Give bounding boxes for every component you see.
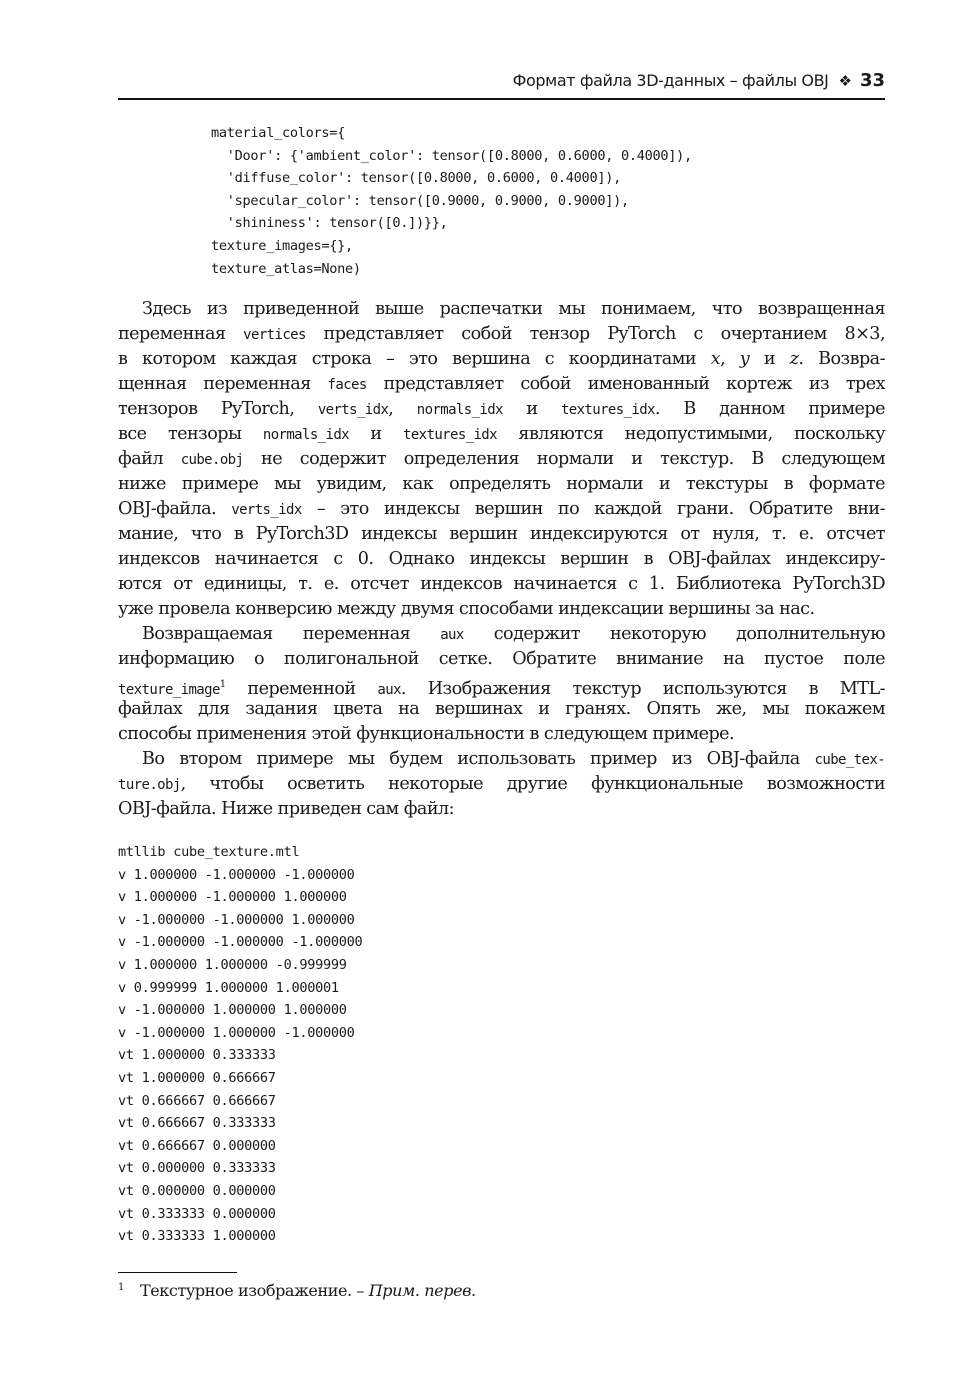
inline-code: cube_tex- [814, 752, 885, 768]
text-line [118, 422, 885, 447]
code-line: vt 0.333333 1.000000 [118, 1228, 276, 1245]
text-run: в котором каждая строка – это вершина с координатами [118, 349, 711, 369]
text-run: . В данном примере [654, 399, 885, 419]
text-line [118, 547, 885, 572]
text-run: – это индексы вершин по каждой грани. Обратите вни- [301, 499, 885, 519]
text-run: файлах для задания цвета на вершинах и гранях. Опять же, мы покажем [118, 699, 885, 719]
inline-code: cube.obj [180, 452, 244, 468]
code-line: mtllib cube_texture.mtl [118, 844, 300, 860]
inline-code: textures_idx [560, 402, 655, 418]
text-line [118, 322, 885, 347]
text-line [118, 672, 885, 697]
text-line [118, 447, 885, 472]
footnote [118, 1281, 476, 1300]
inline-code: normals_idx [416, 402, 503, 418]
footnote-note: Прим. перев. [368, 1281, 476, 1300]
text-line [118, 572, 885, 597]
text-run: переменной [225, 678, 378, 699]
text-run: и [749, 349, 790, 369]
text-run: информацию о полигональной сетке. Обратите внимание на пустое поле [118, 649, 885, 669]
page-number: 33 [859, 70, 885, 91]
text-run: OBJ-файла. Ниже приведен сам файл: [118, 799, 455, 819]
text-line [118, 772, 885, 797]
code-line: vt 0.333333 0.000000 [118, 1205, 276, 1222]
text-run: не содержит определения нормали и текстур. В следующем [243, 449, 885, 469]
text-line [118, 297, 885, 322]
code-line: 'diffuse_color': tensor([0.8000, 0.6000, 0.4000]), [211, 170, 621, 187]
text-line [118, 372, 885, 397]
text-run: . Изображения текстур используются в MTL- [400, 678, 885, 699]
text-line [118, 722, 885, 747]
text-run: ниже примере мы увидим, как определять нормали и текстуры в формате [118, 474, 885, 494]
code-line: v -1.000000 1.000000 1.000000 [118, 1002, 347, 1019]
footnote-text: Текстурное изображение. – [139, 1281, 369, 1300]
text-line [118, 697, 885, 722]
text-run: OBJ-файла. [118, 499, 232, 519]
text-run: , [388, 399, 417, 419]
code-line: v 1.000000 1.000000 -0.999999 [118, 956, 347, 973]
text-run: Здесь из приведенной выше распечатки мы понимаем, что возвращенная [142, 299, 885, 319]
code-line: 'specular_color': tensor([0.9000, 0.9000, 0.9000]), [211, 192, 629, 209]
running-header [118, 70, 885, 100]
code-line: v 1.000000 -1.000000 -1.000000 [118, 866, 355, 883]
text-run: ются от единицы, т. е. отсчет индексов начинается с 1. Библиотека PyTorch3D [118, 574, 885, 594]
code-line: vt 0.000000 0.333333 [118, 1160, 276, 1177]
text-line [118, 622, 885, 647]
code-line: vt 1.000000 0.666667 [118, 1069, 276, 1086]
text-run: все тензоры [118, 424, 263, 444]
text-run: , чтобы осветить некоторые другие функциональные возможности [180, 774, 885, 794]
text-run: индексов начинается с 0. Однако индексы вершин в OBJ-файлах индексиру- [118, 549, 885, 569]
footnote-mark: 1 [118, 1281, 124, 1293]
text-run: способы применения этой функциональности в следующем примере. [118, 724, 735, 744]
text-line [118, 347, 885, 372]
text-run: y [739, 349, 750, 369]
footnote-ref: 1 [219, 679, 226, 690]
code-line: material_colors={ [211, 125, 346, 141]
text-run: уже провела конверсию между двумя способами индексации вершины за нас. [118, 599, 815, 619]
inline-code: ture.obj [118, 777, 181, 793]
code-line: v 1.000000 -1.000000 1.000000 [118, 889, 347, 906]
code-line: v -1.000000 -1.000000 1.000000 [118, 911, 355, 928]
code-line: 'shininess': tensor([0.])}}, [211, 215, 448, 232]
text-run: содержит некоторую дополнительную [463, 624, 885, 644]
code-block-obj-file [118, 841, 362, 1248]
text-line [118, 397, 885, 422]
inline-code: verts_idx [317, 402, 389, 418]
text-line [118, 472, 885, 497]
text-line [118, 647, 885, 672]
footnote-divider [118, 1272, 237, 1273]
text-run: , [720, 349, 740, 369]
code-line: texture_images={}, [211, 237, 353, 254]
code-line: vt 0.000000 0.000000 [118, 1182, 276, 1199]
code-line: vt 0.666667 0.333333 [118, 1115, 276, 1132]
text-line [118, 797, 885, 822]
inline-code: aux [440, 627, 464, 643]
code-line: v -1.000000 -1.000000 -1.000000 [118, 934, 363, 951]
text-run: тензоров PyTorch, [118, 399, 318, 419]
text-line [118, 497, 885, 522]
code-line: v 0.999999 1.000000 1.000001 [118, 979, 339, 996]
text-run: и [502, 399, 561, 419]
text-run: z [789, 349, 799, 369]
inline-code: verts_idx [231, 502, 302, 518]
inline-code: normals_idx [262, 427, 349, 443]
text-line [118, 747, 885, 772]
body-text [118, 297, 885, 822]
inline-code: texture_image [118, 681, 220, 698]
text-run: представляет собой именованный кортеж из трех [366, 374, 885, 394]
inline-code: textures_idx [403, 427, 497, 443]
text-line [118, 522, 885, 547]
text-run: Во втором примере мы будем использовать пример из OBJ-файла [142, 749, 815, 769]
text-run: щенная переменная [118, 374, 328, 394]
text-run: . Возвра- [798, 349, 885, 369]
code-line: vt 0.666667 0.000000 [118, 1137, 276, 1154]
inline-code: aux [377, 681, 401, 698]
inline-code: faces [327, 377, 367, 393]
code-line: v -1.000000 1.000000 -1.000000 [118, 1024, 355, 1041]
text-run: мание, что в PyTorch3D индексы вершин индексируются от нуля, т. е. отсчет [118, 524, 885, 544]
inline-code: vertices [243, 327, 306, 343]
code-line: vt 1.000000 0.333333 [118, 1047, 276, 1064]
code-line: texture_atlas=None) [211, 260, 361, 277]
text-run: Возвращаемая переменная [142, 624, 441, 644]
text-line [118, 597, 885, 622]
chapter-title: Формат файла 3D-данных – файлы OBJ [512, 71, 829, 90]
code-block-output [211, 122, 692, 280]
text-run: являются недопустимыми, поскольку [496, 424, 885, 444]
text-run: x [710, 349, 721, 369]
text-run: и [348, 424, 404, 444]
ornament-icon: ❖ [838, 72, 852, 90]
text-run: представляет собой тензор PyTorch с очертанием 8×3, [305, 324, 885, 344]
text-run: переменная [118, 324, 244, 344]
text-run: файл [118, 449, 181, 469]
code-line: vt 0.666667 0.666667 [118, 1092, 276, 1109]
code-line: 'Door': {'ambient_color': tensor([0.8000, 0.6000, 0.4000]), [211, 147, 692, 164]
